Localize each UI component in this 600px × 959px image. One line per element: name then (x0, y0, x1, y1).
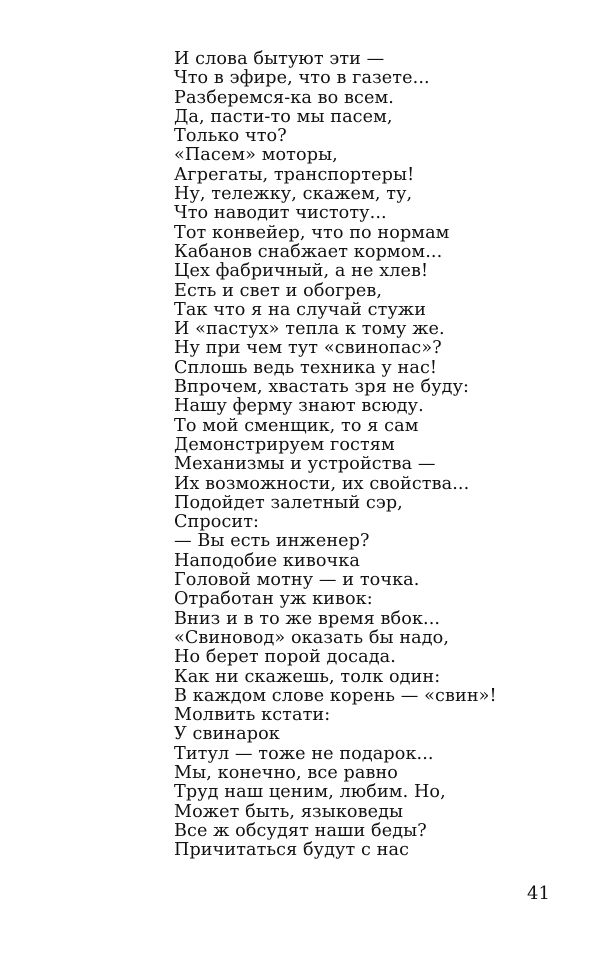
poem-line: Молвить кстати: (174, 705, 331, 726)
poem-line: И слова бытуют эти — (174, 49, 385, 69)
poem-line: Так что я на случай стужи (174, 299, 427, 320)
poem-line: Что наводит чистоту... (174, 203, 387, 224)
poem-line: Нашу ферму знают всюду. (174, 396, 424, 417)
poem-line: В каждом слове корень — «свин»! (174, 685, 497, 706)
poem-line: Вниз и в то же время вбок... (174, 608, 441, 629)
poem-line: Может быть, языковеды (174, 801, 404, 822)
poem-line: — Вы есть инженер? (174, 531, 370, 552)
page-number: 41 (527, 883, 550, 904)
poem-line: У свинарок (174, 724, 280, 745)
poem-line: Есть и свет и обогрев, (174, 280, 383, 301)
poem-line: Агрегаты, транспортеры! (174, 164, 415, 185)
poem-line: Механизмы и устройства — (174, 454, 436, 475)
poem-line: Спросит: (174, 512, 260, 533)
poem-line: Да, пасти-то мы пасем, (174, 106, 393, 127)
poem-line: Их возможности, их свойства... (174, 473, 470, 494)
poem-line: Ну при чем тут «свинопас»? (174, 338, 442, 359)
poem-line: Ну, тележку, скажем, ту, (174, 184, 413, 205)
poem-line: Что в эфире, что в газете... (174, 68, 430, 89)
poem-line: Тот конвейер, что по нормам (174, 222, 450, 243)
poem-line: Цех фабричный, а не хлев! (174, 261, 429, 282)
poem-line: Титул — тоже не подарок... (174, 743, 434, 764)
poem-line: Отработан уж кивок: (174, 589, 373, 610)
poem-line: Разберемся-ка во всем. (174, 87, 394, 108)
poem-line: Демонстрируем гостям (174, 434, 395, 455)
poem-line: И «пастух» тепла к тому же. (174, 319, 445, 340)
poem-line: Сплошь ведь техника у нас! (174, 357, 438, 378)
poem-line: Впрочем, хвастать зря не буду: (174, 377, 470, 398)
poem-text (174, 50, 497, 860)
poem-line: Но берет порой досада. (174, 647, 396, 668)
poem-line: Наподобие кивочка (174, 550, 360, 571)
poem-line: Труд наш ценим, любим. Но, (174, 782, 446, 803)
poem-line: Головой мотну — и точка. (174, 570, 420, 591)
poem-line: Кабанов снабжает кормом... (174, 241, 443, 262)
poem-line: Только что? (174, 126, 287, 147)
poem-line: «Пасем» моторы, (174, 145, 338, 166)
poem-line: Подойдет залетный сэр, (174, 492, 403, 513)
poem-line: «Свиновод» оказать бы надо, (174, 627, 450, 648)
poem-line: Мы, конечно, все равно (174, 762, 399, 783)
poem-line: То мой сменщик, то я сам (174, 415, 419, 436)
poem-line: Как ни скажешь, толк один: (174, 666, 441, 687)
poem-line: Все ж обсудят наши беды? (174, 820, 427, 841)
poem-line: Причитаться будут с нас (174, 840, 410, 861)
